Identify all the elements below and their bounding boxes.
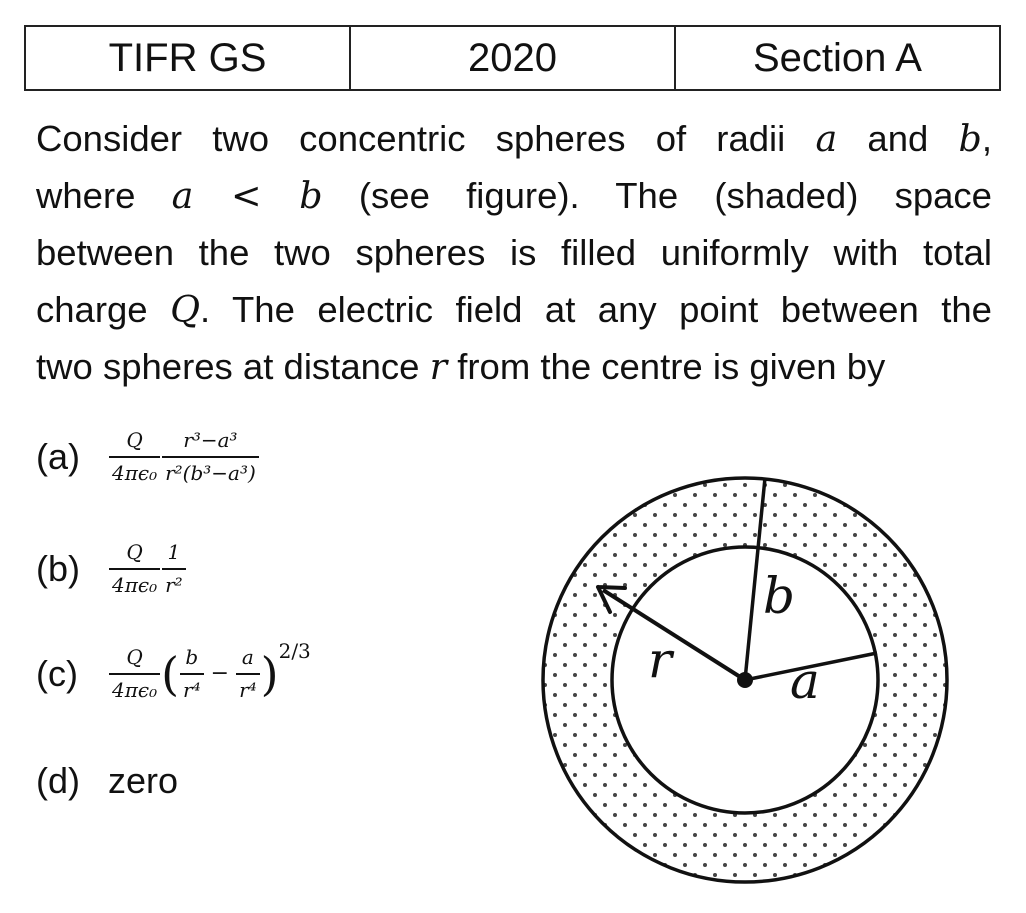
- concentric-spheres-figure: [540, 460, 960, 900]
- option-a-formula: $\frac{Q}{\text{4πϵ₀}}$ $\frac{\text{r³−a³}}{\text{r²(b³−a³)}}$: [108, 428, 260, 485]
- option-a-label: (a): [36, 435, 80, 477]
- header-table: [24, 25, 1001, 91]
- question-line-5: two spheres at distance r from the centre is given by: [36, 345, 886, 388]
- option-d-text: zero: [108, 760, 179, 801]
- exam-cell: TIFR GS: [26, 27, 351, 89]
- option-a[interactable]: [36, 428, 260, 485]
- option-c-label: (c): [36, 652, 78, 694]
- section-cell: Section A: [752, 35, 922, 80]
- option-d[interactable]: [36, 760, 178, 802]
- question-line-4: charge Q. The electric field at any point between the: [36, 288, 992, 331]
- option-b[interactable]: [36, 540, 187, 597]
- year-cell: 2020: [351, 27, 676, 89]
- option-b-label: (b): [36, 547, 80, 589]
- question-text: [36, 110, 992, 395]
- option-c-formula: $\frac{Q}{\text{4πϵ₀}}$ ( $\frac{b}{\text{r⁴}}$ − $\frac{a}{\text{r⁴}}$ ) 2/3: [108, 645, 311, 702]
- option-c[interactable]: [36, 639, 311, 702]
- option-c-exponent: 2/3: [278, 639, 311, 663]
- question-line-2: where a < b (see figure). The (shaded) space: [36, 174, 992, 217]
- question-line-1: Consider two concentric spheres of radii a and b,: [36, 117, 992, 160]
- label-r: r: [648, 631, 672, 689]
- center-point: [737, 672, 753, 688]
- option-d-label: (d): [36, 760, 80, 801]
- option-b-formula: $\frac{Q}{\text{4πϵ₀}}$ $\frac{1}{\text{r²}}$: [108, 540, 187, 597]
- question-line-3: between the two spheres is filled uniformly with total: [36, 232, 992, 273]
- label-b: b: [763, 567, 796, 625]
- label-a: a: [790, 652, 820, 710]
